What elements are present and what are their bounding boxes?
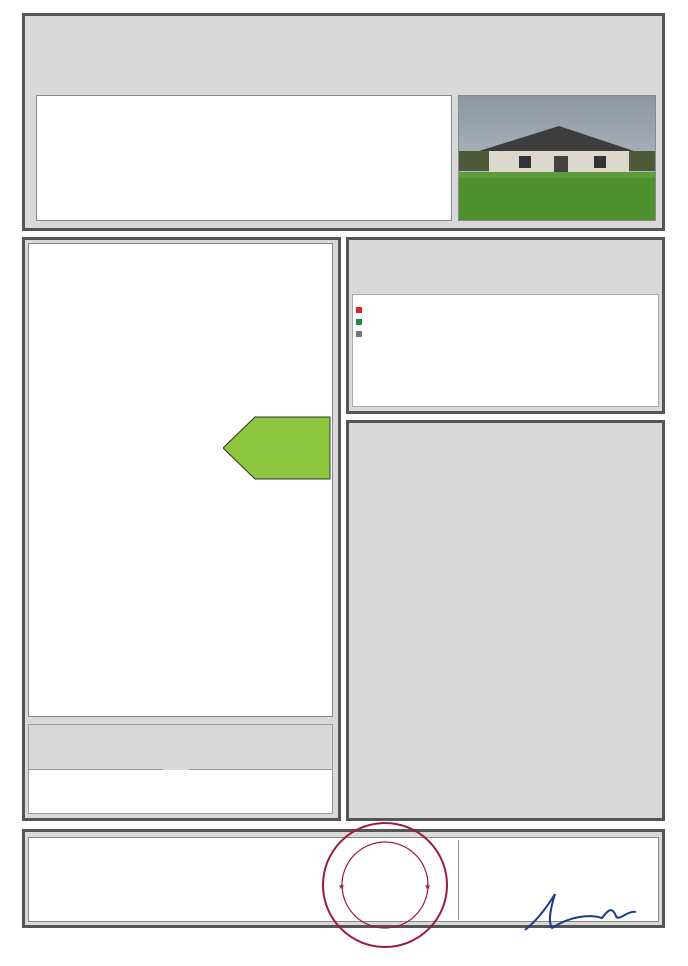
svg-text:★: ★ bbox=[338, 882, 346, 891]
building-photo bbox=[458, 95, 656, 221]
psc-row bbox=[48, 132, 52, 150]
requirement-value-box bbox=[28, 770, 333, 814]
ku-row bbox=[48, 154, 54, 172]
ev-row bbox=[466, 850, 472, 868]
legend-swatch bbox=[356, 331, 362, 337]
distribution-pie-chart bbox=[548, 300, 654, 406]
requirement-header bbox=[28, 724, 333, 770]
area-row bbox=[48, 197, 54, 215]
legend-item bbox=[356, 304, 364, 316]
svg-text:★: ★ bbox=[424, 882, 432, 891]
indicators-box bbox=[346, 420, 665, 821]
building-info bbox=[36, 95, 452, 221]
distribution-legend bbox=[356, 304, 364, 340]
legend-swatch bbox=[356, 307, 362, 313]
legend-item bbox=[356, 316, 364, 328]
legend-item bbox=[356, 328, 364, 340]
date-row bbox=[466, 874, 468, 892]
signature bbox=[520, 888, 640, 936]
footer-divider bbox=[458, 840, 459, 920]
result-arrow bbox=[223, 416, 331, 480]
contact-row bbox=[38, 896, 42, 914]
street-row bbox=[48, 110, 52, 128]
cert-row bbox=[38, 874, 44, 892]
legend-swatch bbox=[356, 319, 362, 325]
specialist-row bbox=[38, 850, 42, 868]
type-row bbox=[48, 176, 52, 194]
stamp bbox=[318, 818, 452, 952]
